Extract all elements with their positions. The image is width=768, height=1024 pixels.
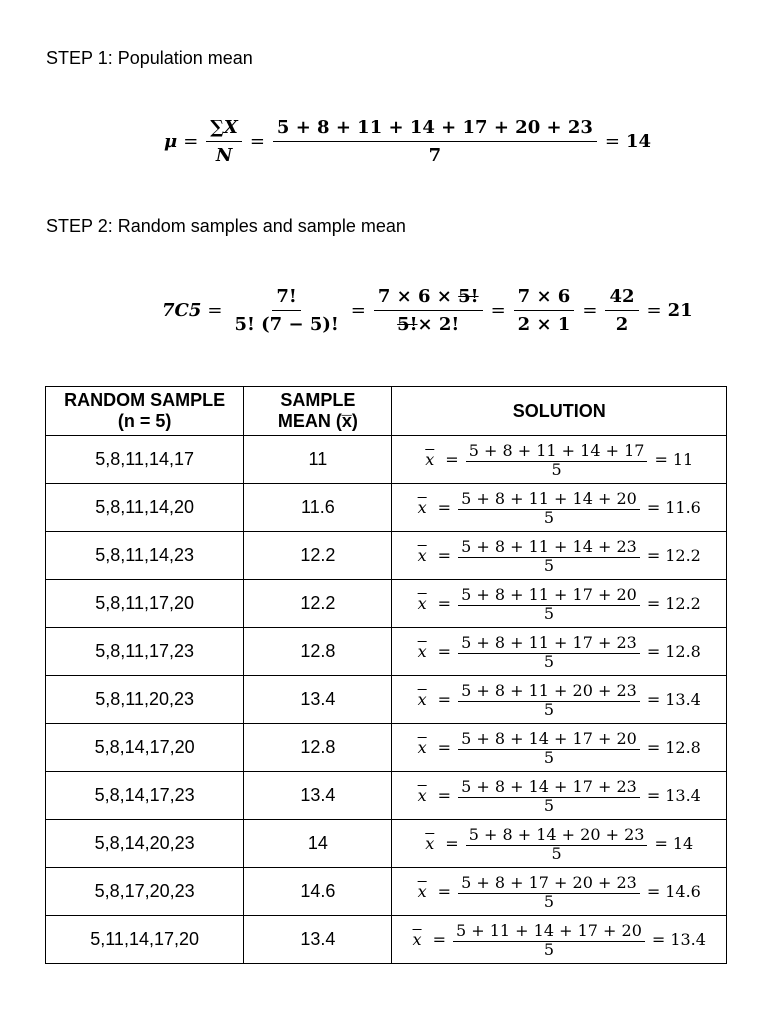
equals-sign: =	[646, 300, 662, 321]
sample-mean-cell: 14	[244, 820, 392, 868]
equals-sign: =	[582, 300, 598, 321]
table-row	[46, 484, 727, 532]
sample-mean-cell: 14.6	[244, 868, 392, 916]
solution-result: 12.8	[665, 642, 701, 661]
equals-sign: =	[437, 594, 452, 613]
mean-fraction	[466, 442, 648, 477]
x-bar-symbol: $\overline{x}$	[417, 642, 427, 661]
x-bar-symbol: $\overline{x}$	[417, 546, 427, 565]
table-row	[46, 676, 727, 724]
solution-cell	[392, 868, 727, 916]
fraction-denominator: 2 × 1	[517, 314, 571, 335]
combination-symbol: 7C5	[162, 300, 202, 321]
fraction-denominator: 5	[543, 604, 555, 623]
equals-sign: =	[654, 450, 668, 469]
solution-result: 13.4	[670, 930, 706, 949]
table-header-row	[46, 387, 727, 436]
solution-result: 12.8	[665, 738, 701, 757]
fraction-denominator: 5	[551, 460, 562, 479]
random-sample-cell: 5,8,11,17,20	[46, 580, 244, 628]
equals-sign: =	[646, 594, 661, 613]
sample-mean-header	[244, 387, 392, 436]
equals-sign: =	[646, 738, 661, 757]
table-row	[46, 436, 727, 484]
equals-sign: =	[437, 690, 452, 709]
fraction-denominator: 2	[615, 314, 629, 335]
solution-cell	[392, 580, 727, 628]
equals-sign: =	[437, 498, 452, 517]
mean-fraction	[466, 826, 648, 861]
solution-cell	[392, 916, 727, 964]
fraction-numerator: 5 + 8 + 14 + 17 + 23	[458, 778, 640, 798]
mean-fraction	[458, 634, 640, 669]
fraction-numerator: 7!	[272, 286, 300, 311]
solution-header: SOLUTION	[392, 387, 727, 436]
table-row	[46, 772, 727, 820]
solution-result: 13.4	[665, 690, 701, 709]
x-bar-symbol: $\overline{x}$	[417, 594, 427, 613]
solution-result: 13.4	[665, 786, 701, 805]
sample-mean-cell: 12.8	[244, 628, 392, 676]
mean-fraction	[458, 682, 640, 717]
fraction-numerator: 5 + 8 + 11 + 14 + 17	[466, 442, 648, 462]
fraction-numerator: 5 + 8 + 17 + 20 + 23	[458, 874, 640, 894]
sample-mean-cell: 11	[244, 436, 392, 484]
solution-cell	[392, 436, 727, 484]
table-row	[46, 724, 727, 772]
random-sample-cell: 5,8,14,17,23	[46, 772, 244, 820]
random-sample-cell: 5,8,11,14,20	[46, 484, 244, 532]
header-line: MEAN (x̅)	[277, 411, 358, 431]
solution-formula	[425, 826, 693, 861]
fraction-denominator: 7	[428, 145, 442, 166]
solution-result: 14	[672, 834, 694, 853]
x-bar-symbol: $\overline{x}$	[417, 882, 427, 901]
equals-sign: =	[350, 300, 366, 321]
equals-sign: =	[646, 498, 661, 517]
equals-sign: =	[432, 930, 446, 949]
solution-cell	[392, 820, 727, 868]
random-sample-cell: 5,8,14,17,20	[46, 724, 244, 772]
fraction-denominator: 5	[543, 556, 555, 575]
fraction-numerator: ∑X	[206, 117, 242, 142]
equals-sign: =	[646, 546, 661, 565]
x-bar-symbol: $\overline{x}$	[425, 450, 435, 469]
random-sample-cell: 5,11,14,17,20	[46, 916, 244, 964]
mean-fraction	[458, 778, 640, 813]
equals-sign: =	[646, 690, 661, 709]
equals-sign: =	[437, 546, 452, 565]
table-row	[46, 868, 727, 916]
cancelled-term: 5!	[397, 314, 418, 335]
solution-result: 12.2	[665, 546, 701, 565]
fraction-numerator: 5 + 11 + 14 + 17 + 20	[453, 922, 645, 942]
solution-formula	[418, 538, 701, 573]
sample-mean-cell: 11.6	[244, 484, 392, 532]
equals-sign: =	[183, 131, 199, 152]
solution-formula	[418, 490, 701, 525]
fraction-denominator: 5	[551, 844, 562, 863]
x-bar-symbol: $\overline{x}$	[417, 786, 427, 805]
equals-sign: =	[437, 882, 452, 901]
mean-fraction	[453, 922, 645, 957]
solution-formula	[418, 682, 701, 717]
random-sample-cell: 5,8,11,14,23	[46, 532, 244, 580]
table-row	[46, 916, 727, 964]
fraction-denominator: 5	[543, 892, 555, 911]
solution-formula	[418, 586, 701, 621]
population-mean-equation	[164, 117, 651, 166]
equals-sign: =	[654, 834, 668, 853]
samples-table	[45, 386, 727, 964]
fraction-numerator: 5 + 8 + 11 + 17 + 20	[458, 586, 640, 606]
mean-fraction	[458, 874, 640, 909]
fraction-denominator: 5	[543, 700, 555, 719]
denominator-rest: × 2!	[417, 314, 460, 335]
fraction-denominator: 5! (7 − 5)!	[234, 314, 339, 335]
solution-cell	[392, 532, 727, 580]
solution-cell	[392, 484, 727, 532]
x-bar-symbol: $\overline{x}$	[417, 738, 427, 757]
equals-sign: =	[207, 300, 223, 321]
random-sample-cell: 5,8,11,14,17	[46, 436, 244, 484]
solution-result: 11	[672, 450, 694, 469]
equals-sign: =	[490, 300, 506, 321]
combination-equation	[162, 286, 693, 335]
header-line: (n = 5)	[117, 411, 172, 431]
mu-symbol: μ	[164, 131, 178, 152]
solution-cell	[392, 628, 727, 676]
equals-sign: =	[646, 642, 661, 661]
cancelled-term: 5!	[458, 286, 479, 307]
sample-mean-cell: 13.4	[244, 772, 392, 820]
x-bar-symbol: $\overline{x}$	[425, 834, 435, 853]
solution-formula	[418, 634, 701, 669]
equals-sign: =	[445, 450, 459, 469]
table-row	[46, 628, 727, 676]
fraction-numerator: 7 × 6	[514, 286, 575, 311]
equals-sign: =	[604, 131, 620, 152]
random-sample-cell: 5,8,17,20,23	[46, 868, 244, 916]
fraction-numerator	[374, 286, 483, 311]
fraction-denominator: N	[215, 145, 233, 166]
x-bar-symbol: $\overline{x}$	[417, 498, 427, 517]
fraction-denominator: 5	[543, 940, 555, 959]
fraction-denominator: 5	[543, 748, 555, 767]
solution-formula	[413, 922, 706, 957]
x-bar-symbol: $\overline{x}$	[417, 690, 427, 709]
equals-sign: =	[651, 930, 666, 949]
values-sum-fraction	[273, 117, 597, 166]
solution-result: 11.6	[665, 498, 701, 517]
numerator-product: 7 × 6 ×	[377, 286, 459, 307]
fraction-denominator	[393, 311, 463, 335]
sample-mean-cell: 13.4	[244, 676, 392, 724]
mean-fraction	[458, 538, 640, 573]
combination-result: 21	[667, 300, 693, 321]
solution-formula	[425, 442, 693, 477]
solution-formula	[418, 874, 701, 909]
equals-sign: =	[437, 738, 452, 757]
fraction-numerator: 5 + 8 + 14 + 20 + 23	[466, 826, 648, 846]
random-sample-header	[46, 387, 244, 436]
fraction-numerator: 5 + 8 + 14 + 17 + 20	[458, 730, 640, 750]
factorial-fraction	[230, 286, 342, 335]
fraction-numerator: 5 + 8 + 11 + 14 + 20	[458, 490, 640, 510]
mean-fraction	[458, 730, 640, 765]
fraction-denominator: 5	[543, 652, 555, 671]
sample-mean-cell: 12.8	[244, 724, 392, 772]
sample-mean-cell: 12.2	[244, 532, 392, 580]
table-row	[46, 532, 727, 580]
solution-cell	[392, 676, 727, 724]
sample-mean-cell: 13.4	[244, 916, 392, 964]
fraction-numerator: 5 + 8 + 11 + 20 + 23	[458, 682, 640, 702]
fraction-denominator: 5	[543, 508, 555, 527]
header-line: SAMPLE	[280, 390, 356, 410]
reduced-fraction	[605, 286, 638, 335]
sample-mean-cell: 12.2	[244, 580, 392, 628]
random-sample-cell: 5,8,14,20,23	[46, 820, 244, 868]
header-line: RANDOM SAMPLE	[64, 390, 226, 410]
equals-sign: =	[445, 834, 459, 853]
solution-formula	[418, 730, 701, 765]
step-1-heading: STEP 1: Population mean	[46, 48, 253, 68]
simplified-fraction	[514, 286, 575, 335]
cancelled-factorial-fraction	[374, 286, 483, 335]
mean-fraction	[458, 586, 640, 621]
fraction-numerator: 42	[605, 286, 638, 311]
table-row	[46, 580, 727, 628]
fraction-numerator: 5 + 8 + 11 + 17 + 23	[458, 634, 640, 654]
random-sample-cell: 5,8,11,20,23	[46, 676, 244, 724]
equals-sign: =	[437, 642, 452, 661]
solution-cell	[392, 724, 727, 772]
solution-cell	[392, 772, 727, 820]
table-row	[46, 820, 727, 868]
random-sample-cell: 5,8,11,17,23	[46, 628, 244, 676]
equals-sign: =	[249, 131, 265, 152]
fraction-denominator: 5	[543, 796, 555, 815]
equals-sign: =	[646, 786, 661, 805]
sum-over-n-fraction	[206, 117, 242, 166]
population-mean-result: 14	[625, 131, 652, 152]
fraction-numerator: 5 + 8 + 11 + 14 + 23	[458, 538, 640, 558]
solution-formula	[418, 778, 701, 813]
mean-fraction	[458, 490, 640, 525]
equals-sign: =	[646, 882, 661, 901]
solution-result: 14.6	[665, 882, 701, 901]
fraction-numerator: 5 + 8 + 11 + 14 + 17 + 20 + 23	[273, 117, 597, 142]
step-2-heading: STEP 2: Random samples and sample mean	[46, 216, 406, 236]
equals-sign: =	[437, 786, 452, 805]
solution-result: 12.2	[665, 594, 701, 613]
x-bar-symbol: $\overline{x}$	[412, 930, 422, 949]
